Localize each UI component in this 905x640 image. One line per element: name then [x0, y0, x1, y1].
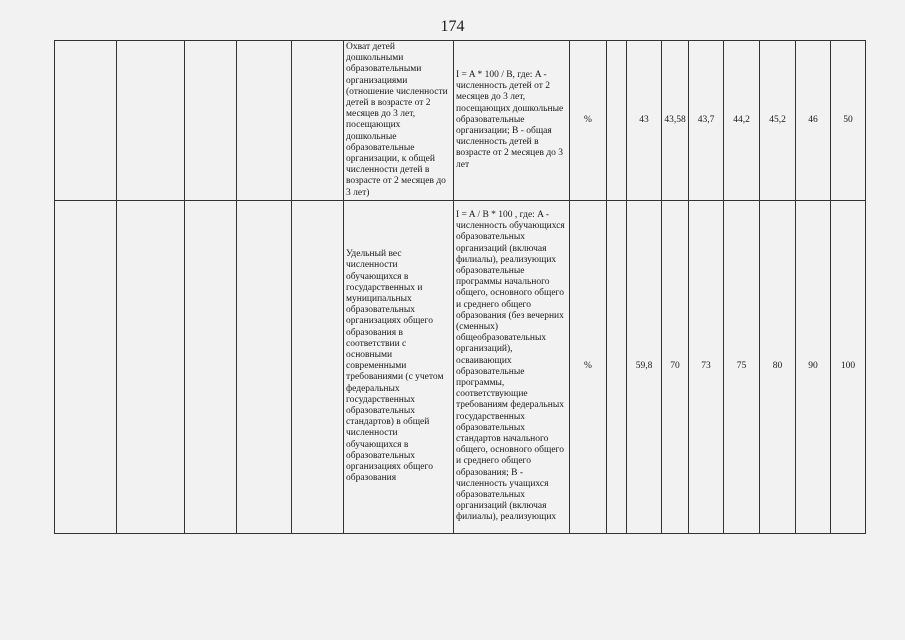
formula-cell: I = A / B * 100 , где: A - численность обучающихся образовательных организаций (включая филиалы), реализующих образовательные программы начального общего, основного общего и среднего общего образования (без вечерних (сменных) общеобразовательных организаций), осваивающих образовательные программы, соответствующие требованиям федеральных государственных образовательных стандартов начального общего, основного общего и среднего общего образования; B - численность учащихся образовательных организаций (включая филиалы), реализующих [454, 200, 570, 533]
value-cell: 73 [689, 200, 724, 533]
value-cell: 43,7 [689, 41, 724, 201]
empty-cell [185, 41, 237, 201]
empty-cell [292, 200, 344, 533]
formula-cell: I = A * 100 / B, где: A - численность детей от 2 месяцев до 3 лет, посещающих дошкольные образовательные организации; B - общая численность детей в возрасте от 2 месяцев до 3 лет [454, 41, 570, 201]
empty-cell [55, 200, 117, 533]
value-cell: 90 [796, 200, 831, 533]
value-cell: 75 [724, 200, 760, 533]
empty-cell [117, 41, 185, 201]
value-cell: 59,8 [627, 200, 662, 533]
value-cell: 44,2 [724, 41, 760, 201]
unit-cell: % [570, 200, 607, 533]
table-row [55, 41, 866, 201]
empty-cell [185, 200, 237, 533]
empty-cell [237, 200, 292, 533]
value-cell: 43 [627, 41, 662, 201]
value-cell: 46 [796, 41, 831, 201]
value-cell: 80 [760, 200, 796, 533]
unit-cell: % [570, 41, 607, 201]
value-cell: 45,2 [760, 41, 796, 201]
indicators-table [54, 40, 866, 534]
empty-cell [55, 41, 117, 201]
empty-cell [607, 200, 627, 533]
indicator-cell: Удельный вес численности обучающихся в государственных и муниципальных образовательных организациях общего образования в соответствии с основными современными требованиями (с учетом федеральных государственных образовательных стандартов) в общей численности обучающихся в образовательных организациях общего образования [344, 200, 454, 533]
indicator-cell: Охват детей дошкольными образовательными организациями (отношение численности детей в возрасте от 2 месяцев до 3 лет, посещающих дошкольные образовательные организации, к общей численности детей в возрасте от 2 месяцев до 3 лет) [344, 41, 454, 201]
empty-cell [607, 41, 627, 201]
value-cell: 50 [831, 41, 866, 201]
value-cell: 100 [831, 200, 866, 533]
empty-cell [237, 41, 292, 201]
value-cell: 43,58 [662, 41, 689, 201]
empty-cell [292, 41, 344, 201]
table-row [55, 200, 866, 533]
page-number: 174 [440, 18, 465, 35]
value-cell: 70 [662, 200, 689, 533]
empty-cell [117, 200, 185, 533]
